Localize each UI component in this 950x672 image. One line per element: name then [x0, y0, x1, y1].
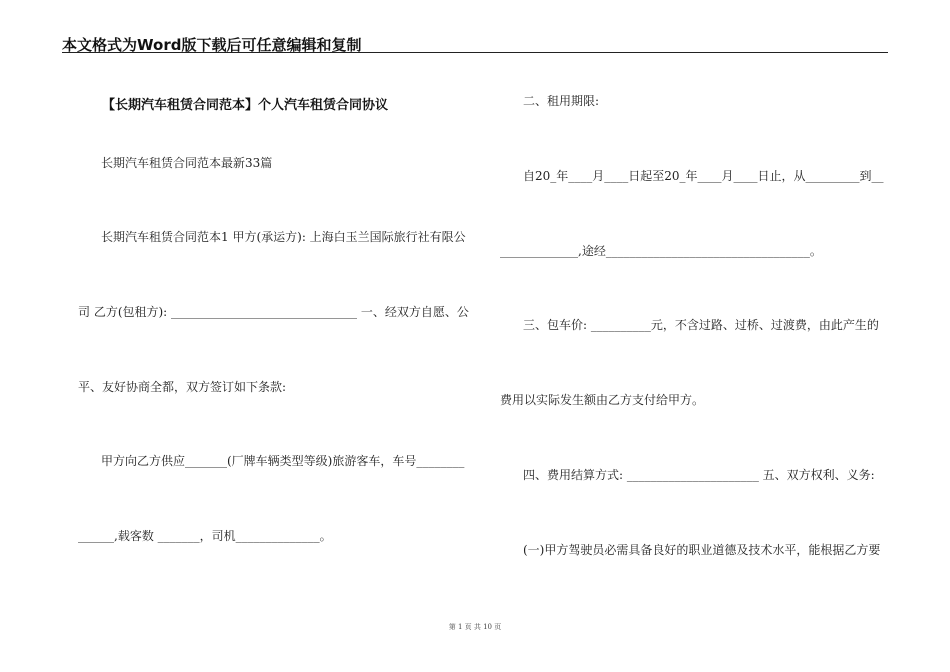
header-divider: [62, 52, 888, 53]
page-indicator: 第 1 页 共 10 页: [448, 623, 502, 631]
body-line: (一)甲方驾驶员必需具备良好的职业道德及技术水平，能根据乙方要: [523, 543, 881, 557]
body-line: 三、包车价: __________元，不含过路、过桥、过渡费，由此产生的: [523, 318, 879, 332]
body-line: ______,载客数 _______，司机______________。: [78, 529, 332, 543]
body-line: 自20_年____月____日起至20_年____月____日止，从_________到__: [523, 169, 884, 183]
document-header-title: 本文格式为Word版下载后可任意编辑和复制: [62, 36, 362, 54]
body-line: 长期汽车租赁合同范本最新33篇: [101, 156, 273, 170]
body-line: 二、租用期限:: [523, 94, 600, 108]
body-line: 费用以实际发生额由乙方支付给甲方。: [500, 393, 705, 407]
body-line: 甲方向乙方供应_______(厂牌车辆类型等级)旅游客车，车号________: [101, 454, 465, 468]
document-title: 【长期汽车租赁合同范本】个人汽车租赁合同协议: [102, 98, 389, 113]
body-line: 长期汽车租赁合同范本1 甲方(承运方): 上海白玉兰国际旅行社有限公: [101, 230, 466, 244]
body-line: 平、友好协商全都，双方签订如下条款:: [78, 380, 287, 394]
body-line: 司 乙方(包租方): _______________________________ 一、经双方自愿、公: [78, 305, 469, 319]
body-line: _____________,途经__________________________________。: [500, 244, 822, 258]
body-line: 四、费用结算方式: ______________________ 五、双方权利、义务:: [523, 468, 875, 482]
